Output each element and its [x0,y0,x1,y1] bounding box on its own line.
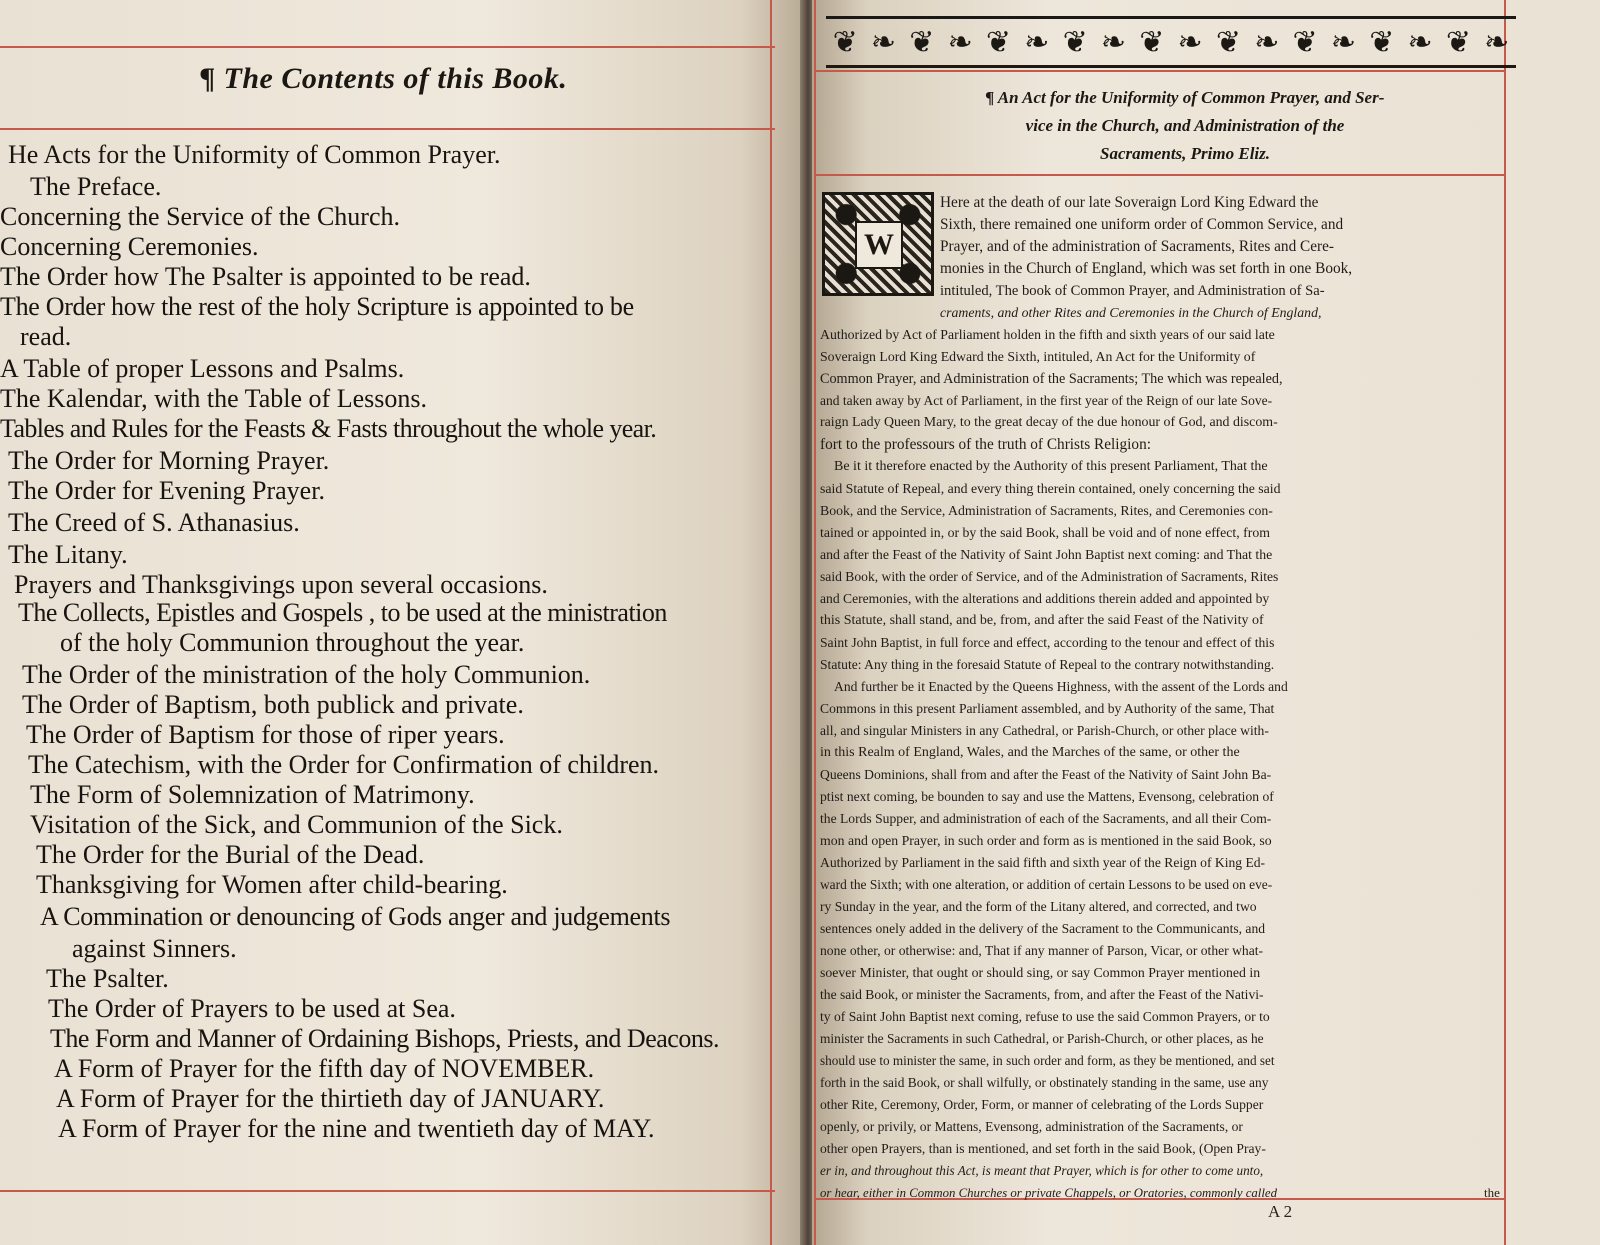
fleuron-icon: ❧ [1407,25,1433,59]
act-line: craments, and other Rites and Ceremonies in the Church of England, [940,305,1322,320]
act-line: Authorized by Act of Parliament holden in the fifth and sixth years of our said late [820,327,1275,342]
act-line: other open Prayers, than is mentioned, and set forth in the said Book, (Open Pray- [820,1141,1266,1156]
red-rule-title [0,128,775,130]
list-item: against Sinners. [72,934,237,963]
act-line: intituled, The book of Common Prayer, and Administration of Sa- [940,283,1325,299]
list-item: A Commination or denouncing of Gods anger and judgements [40,902,671,931]
list-item: Tables and Rules for the Feasts & Fasts throughout the whole year. [0,414,657,443]
fleuron-icon: ❧ [947,25,973,59]
decorated-initial [822,192,934,296]
act-line: the said Book, or minister the Sacraments, from, and after the Feast of the Nativi- [820,987,1264,1002]
red-rule-top [0,46,775,48]
fleuron-icon: ❦ [1062,25,1088,59]
list-item: A Form of Prayer for the fifth day of NOVEMBER. [54,1054,595,1083]
act-line: said Book, with the order of Service, and of the Administration of Sacraments, Rites [820,569,1279,584]
act-line: tained or appointed in, or by the said Book, shall be void and of none effect, from [820,525,1270,540]
list-item: of the holy Communion throughout the year. [60,628,525,657]
fleuron-icon: ❦ [1139,25,1165,59]
act-line: Sixth, there remained one uniform order of Common Service, and [940,216,1344,233]
act-line: ptist next coming, be bounden to say and use the Mattens, Evensong, celebration of [820,789,1274,804]
red-rule-title-bottom [814,174,1504,176]
catchword: the [1484,1185,1500,1200]
list-item: Visitation of the Sick, and Communion of the Sick. [30,810,563,839]
act-line: Soveraign Lord King Edward the Sixth, intituled, An Act for the Uniformity of [820,349,1256,364]
fleuron-icon: ❦ [1292,25,1318,59]
act-line: mon and open Prayer, in such order and form as is mentioned in the said Book, so [820,833,1272,848]
list-item: The Litany. [8,540,128,569]
list-item: The Preface. [30,172,162,201]
list-item: A Form of Prayer for the nine and twentieth day of MAY. [58,1114,655,1143]
act-line: the Lords Supper, and administration of each of the Sacraments, and all their Com- [820,811,1272,826]
list-item: The Kalendar, with the Table of Lessons. [0,384,427,413]
fleuron-icon: ❧ [1177,25,1203,59]
contents-title: ¶ The Contents of this Book. [200,62,568,95]
act-line: And further be it Enacted by the Queens Highness, with the assent of the Lords and [834,679,1288,694]
act-line: Statute: Any thing in the foresaid Statute of Repeal to the contrary notwithstanding. [820,657,1275,672]
list-item: The Form and Manner of Ordaining Bishops, Priests, and Deacons. [50,1024,719,1053]
fleuron-icon: ❦ [1215,25,1242,59]
act-title-line: Sacraments, Primo Eliz. [1099,144,1271,163]
act-line: ward the Sixth; with one alteration, or addition of certain Lessons to be used on eve- [820,877,1273,892]
act-line: Common Prayer, and Administration of the Sacraments; The which was repealed, [820,371,1283,387]
list-item: He Acts for the Uniformity of Common Prayer. [8,140,501,169]
fleuron-icon: ❧ [1100,25,1127,59]
red-rule-bottom [0,1190,775,1192]
act-line: all, and singular Ministers in any Cathedral, or Parish-Church, or other place with- [820,723,1269,738]
list-item: The Catechism, with the Order for Confirmation of children. [28,750,660,779]
list-item: Prayers and Thanksgivings upon several occasions. [14,570,548,599]
red-rule-header [814,70,1504,72]
act-line: and taken away by Act of Parliament, in the first year of the Reign of our late Sove- [820,393,1273,408]
list-item: The Order for the Burial of the Dead. [36,840,425,869]
act-line: er in, and throughout this Act, is meant that Prayer, which is for other to come unto, [820,1163,1264,1178]
act-line: forth in the said Book, or shall wilfully, or obstinately standing in the same, use any [820,1075,1269,1090]
act-line: Book, and the Service, Administration of Sacraments, Rites, and Ceremonies con- [820,503,1273,518]
fleuron-icon: ❧ [1330,25,1356,59]
list-item: The Collects, Epistles and Gospels , to be used at the ministration [18,598,667,627]
act-line: should use to minister the same, in such order and form, as they be mentioned, and set [820,1053,1275,1068]
list-item: A Table of proper Lessons and Psalms. [0,354,405,383]
list-item: The Form of Solemnization of Matrimony. [30,780,475,809]
act-line: soever Minister, that ought or should sing, or say Common Prayer mentioned in [820,965,1261,980]
act-title-line: ¶ An Act for the Uniformity of Common Prayer, and Ser- [985,88,1385,107]
act-line: Be it it therefore enacted by the Authority of this present Parliament, That the [834,459,1268,474]
list-item: The Order how The Psalter is appointed to be read. [0,262,531,291]
act-line: said Statute of Repeal, and every thing therein contained, onely concerning the said [820,481,1281,496]
act-line: Commons in this present Parliament assembled, and by Authority of the same, That [820,701,1275,716]
act-line: Prayer, and of the administration of Sacraments, Rites and Cere- [940,238,1335,255]
act-line: monies in the Church of England, which was set forth in one Book, [940,260,1353,277]
act-line: none other, or otherwise: and, That if any manner of Parson, Vicar, or other what- [820,943,1264,958]
list-item: Concerning Ceremonies. [0,232,259,261]
act-line: in this Realm of England, Wales, and the Marches of the same, or other the [820,745,1240,760]
fleuron-icon: ❦ [1369,25,1395,59]
act-line: this Statute, shall stand, and be, from, and after the said Feast of the Nativity of [820,613,1264,628]
fleuron-icon: ❧ [1024,25,1050,59]
list-item: Concerning the Service of the Church. [0,202,400,231]
act-line: Authorized by Parliament in the said fifth and sixth year of the Reign of King Ed- [820,855,1266,870]
act-line: other Rite, Ceremony, Order, Form, or manner of celebrating of the Lords Supper [820,1097,1264,1112]
fleuron-icon: ❧ [1254,25,1280,59]
act-title [880,84,1490,168]
act-line: or hear, either in Common Churches or private Chappels, or Oratories, commonly called [820,1186,1277,1200]
act-title-line: vice in the Church, and Administration of the [1025,116,1345,135]
fleuron-icon: ❧ [870,25,897,59]
act-line: minister the Sacraments in such Cathedral, or Parish-Church, or other places, as he [820,1031,1264,1046]
fleuron-icon: ❦ [909,25,935,59]
act-line: sentences onely added in the delivery of the Sacrament to the Communicants, and [820,921,1266,936]
list-item: read. [20,322,72,351]
list-item: The Order how the rest of the holy Scripture is appointed to be [0,292,634,321]
list-item: The Order for Evening Prayer. [8,476,325,505]
fleuron-icon: ❦ [1445,25,1471,59]
act-line: raign Lady Queen Mary, to the great decay of the due honour of God, and discom- [820,415,1278,430]
list-item: Thanksgiving for Women after child-bearing. [36,870,508,899]
act-line: fort to the professours of the truth of Christs Religion: [820,436,1151,453]
act-line: and after the Feast of the Nativity of Saint John Baptist next coming: and That the [820,547,1273,562]
act-line: Saint John Baptist, in full force and effect, according to the tenour and effect of this [820,635,1275,650]
act-line: openly, or privily, or Mattens, Evensong, administration of the Sacraments, or [820,1119,1243,1134]
red-rule-left [814,0,816,1245]
act-line: Here at the death of our late Soveraign Lord King Edward the [940,194,1319,211]
fleuron-icon: ❧ [1484,25,1510,59]
act-line: ry Sunday in the year, and the form of the Litany altered, and corrected, and two [820,899,1257,914]
signature-mark: A 2 [1268,1202,1293,1221]
fleuron-icon: ❦ [832,25,858,59]
list-item: The Order of Baptism for those of riper years. [26,720,505,749]
ornament-headband [826,16,1516,68]
list-item: The Order of the ministration of the holy Communion. [22,660,591,689]
act-line: and Ceremonies, with the alterations and additions therein added and appointed by [820,591,1270,606]
fleuron-icon: ❦ [985,25,1012,59]
initial-letter: W [855,221,903,269]
red-rule-right [770,0,772,1245]
list-item: The Order for Morning Prayer. [8,446,330,475]
list-item: A Form of Prayer for the thirtieth day of JANUARY. [56,1084,605,1113]
list-item: The Creed of S. Athanasius. [8,508,300,537]
act-line: Queens Dominions, shall from and after the Feast of the Nativity of Saint John Ba- [820,767,1272,782]
list-item: The Order of Baptism, both publick and private. [22,690,524,719]
list-item: The Order of Prayers to be used at Sea. [48,994,456,1023]
act-line: ty of Saint John Baptist next coming, refuse to use the said Common Prayers, or to [820,1009,1270,1024]
list-item: The Psalter. [46,964,169,993]
